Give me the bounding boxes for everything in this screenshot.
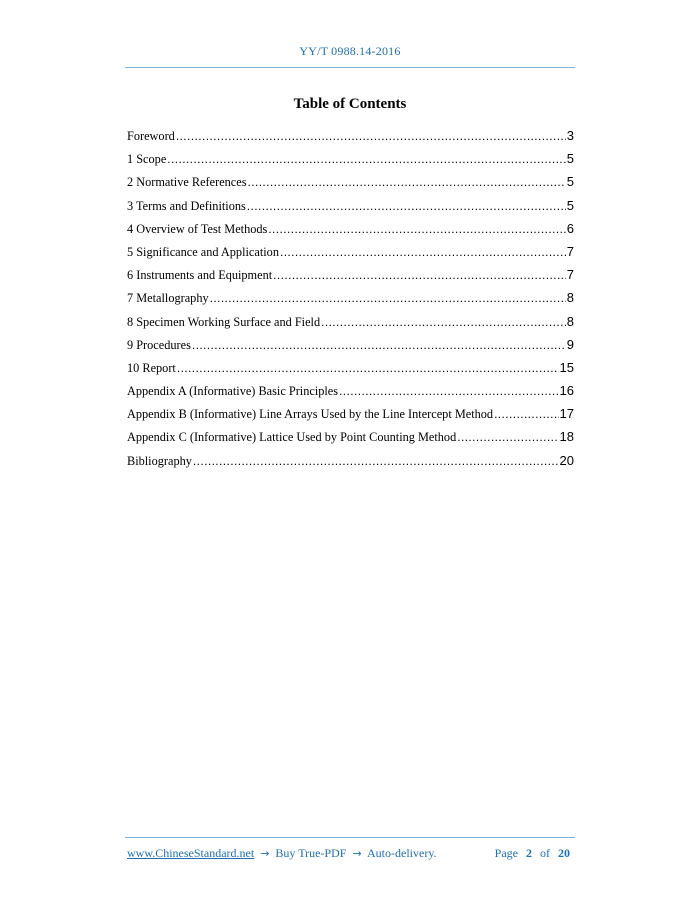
toc-dot-leader	[457, 428, 558, 446]
toc-entry-label: 6 Instruments and Equipment	[127, 268, 273, 283]
toc-entry-appendix-a[interactable]	[127, 382, 574, 405]
toc-entry-page: 18	[559, 429, 574, 445]
toc-entry-label: Appendix B (Informative) Line Arrays Used by the Line Intercept Method	[127, 407, 494, 422]
toc-entry-label: Foreword	[127, 129, 175, 143]
toc-entry-specimen-surface-field[interactable]	[127, 313, 574, 336]
footer-divider	[125, 837, 575, 838]
toc-dot-leader	[176, 127, 566, 145]
total-pages: 20	[558, 846, 570, 860]
toc-entry-label: 10 Report	[127, 360, 176, 375]
toc-entry-appendix-b[interactable]	[127, 405, 574, 428]
auto-delivery-text: Auto-delivery.	[367, 846, 437, 860]
right-arrow-icon: →	[260, 847, 270, 860]
toc-entry-appendix-c[interactable]	[127, 428, 574, 451]
toc-dot-leader	[193, 452, 559, 470]
toc-entry-bibliography[interactable]	[127, 452, 574, 475]
toc-dot-leader	[273, 266, 566, 284]
toc-entry-page: 17	[559, 406, 574, 422]
toc-dot-leader	[268, 220, 565, 238]
toc-dot-leader	[192, 336, 566, 354]
toc-list	[127, 127, 574, 475]
toc-entry-page: 15	[559, 359, 574, 375]
toc-dot-leader	[321, 313, 566, 331]
toc-entry-label: 2 Normative References	[127, 175, 247, 190]
toc-entry-page: 7	[566, 267, 574, 283]
toc-entry-label: 5 Significance and Application	[127, 244, 279, 259]
toc-dot-leader	[494, 405, 558, 423]
header-divider	[125, 67, 575, 68]
toc-entry-label: Appendix A (Informative) Basic Principles	[127, 384, 339, 399]
toc-entry-page: 8	[566, 313, 574, 329]
current-page: 2	[526, 846, 532, 860]
toc-dot-leader	[247, 197, 566, 215]
toc-entry-page: 3	[566, 128, 574, 143]
toc-dot-leader	[339, 382, 558, 400]
toc-entry-label: Appendix C (Informative) Lattice Used by Point Counting Method	[127, 430, 457, 445]
toc-dot-leader	[248, 173, 566, 191]
toc-entry-terms-definitions[interactable]	[127, 197, 574, 220]
toc-dot-leader	[210, 289, 566, 307]
toc-title: Table of Contents	[293, 96, 407, 112]
toc-entry-significance-application[interactable]	[127, 243, 574, 266]
toc-dot-leader	[167, 150, 565, 168]
toc-entry-page: 5	[566, 151, 574, 167]
toc-entry-page: 8	[566, 290, 574, 306]
page-word: Page	[494, 846, 518, 860]
toc-entry-label: 3 Terms and Definitions	[127, 198, 246, 213]
toc-dot-leader	[177, 359, 559, 377]
toc-entry-label: 9 Procedures	[127, 337, 191, 352]
of-word: of	[540, 846, 550, 860]
toc-entry-metallography[interactable]	[127, 289, 574, 312]
toc-entry-page: 20	[559, 452, 574, 468]
toc-entry-foreword[interactable]	[127, 127, 574, 150]
toc-entry-instruments-equipment[interactable]	[127, 266, 574, 289]
toc-entry-page: 6	[566, 220, 574, 236]
toc-entry-scope[interactable]	[127, 150, 574, 173]
page-number	[495, 846, 570, 861]
toc-entry-label: 4 Overview of Test Methods	[127, 221, 268, 236]
footer-promo	[127, 846, 437, 861]
toc-entry-page: 5	[566, 174, 574, 190]
toc-entry-report[interactable]	[127, 359, 574, 382]
toc-entry-overview-test-methods[interactable]	[127, 220, 574, 243]
toc-entry-label: 8 Specimen Working Surface and Field	[127, 314, 321, 329]
toc-entry-page: 5	[566, 197, 574, 213]
toc-dot-leader	[280, 243, 566, 261]
toc-entry-page: 7	[566, 243, 574, 259]
page-header-code: YY/T 0988.14-2016	[299, 44, 401, 58]
toc-entry-label: Bibliography	[127, 453, 192, 468]
toc-entry-label: 1 Scope	[127, 152, 167, 167]
toc-entry-page: 16	[559, 383, 574, 399]
toc-entry-procedures[interactable]	[127, 336, 574, 359]
right-arrow-icon: →	[352, 847, 362, 860]
site-link[interactable]: www.ChineseStandard.net	[127, 846, 255, 860]
toc-entry-normative-references[interactable]	[127, 173, 574, 196]
toc-entry-page: 9	[566, 336, 574, 352]
toc-entry-label: 7 Metallography	[127, 291, 209, 306]
buy-true-pdf-text: Buy True-PDF	[275, 846, 347, 860]
